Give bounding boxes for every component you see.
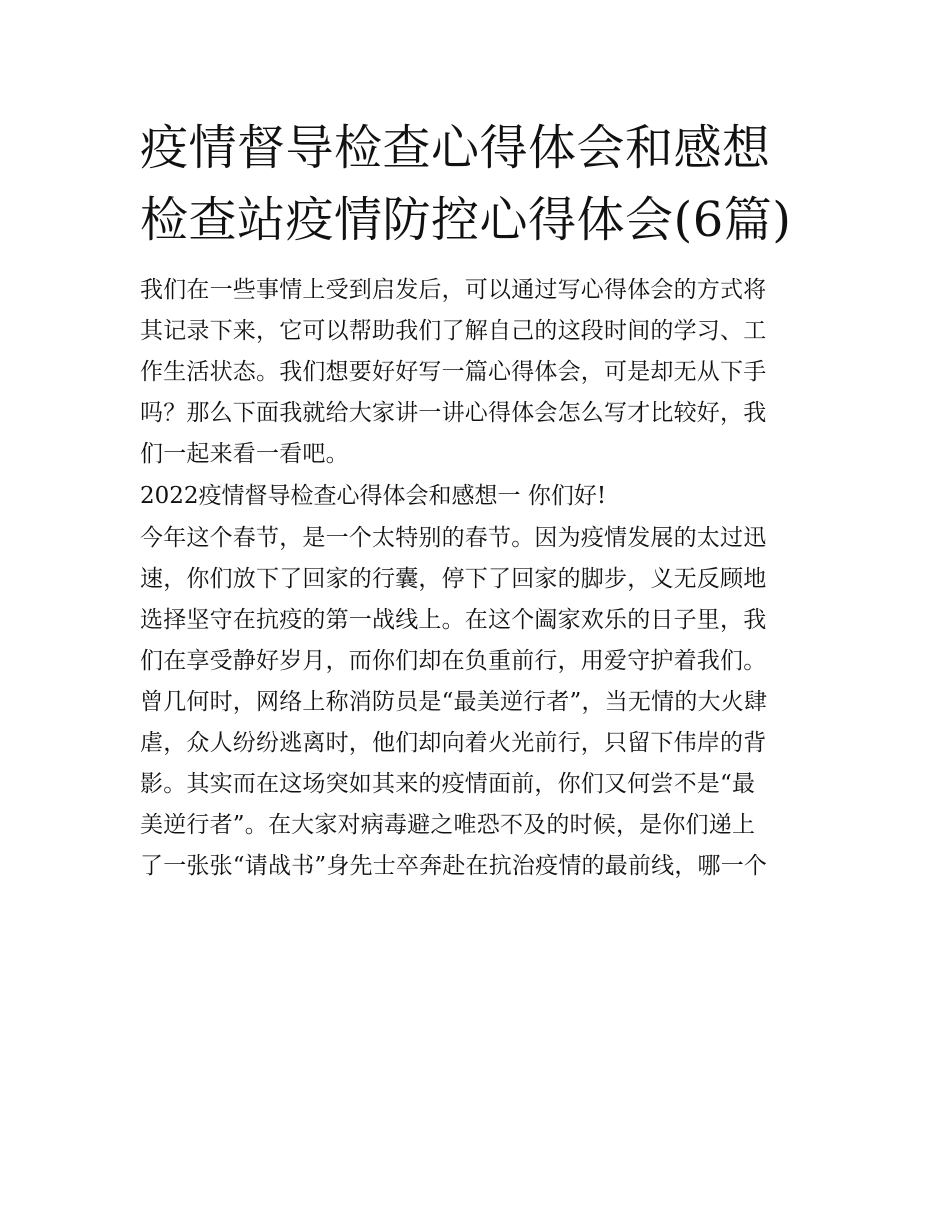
- body-line: 影。其实而在这场突如其来的疫情面前，你们又何尝不是“最: [140, 771, 756, 797]
- body-line: 美逆行者”。在大家对病毒避之唯恐不及的时候，是你们递上: [140, 812, 756, 838]
- body-line: 曾几何时，网络上称消防员是“最美逆行者”，当无情的大火肆: [140, 689, 768, 715]
- intro-line: 们一起来看一看吧。: [140, 441, 349, 467]
- body-line: 选择坚守在抗疫的第一战线上。在这个阖家欢乐的日子里，我: [140, 607, 767, 633]
- body-line: 了一张张“请战书”身先士卒奔赴在抗治疫情的最前线，哪一个: [140, 853, 768, 879]
- body-line: 速，你们放下了回家的行囊，停下了回家的脚步，义无反顾地: [140, 566, 767, 592]
- section-heading: 2022疫情督导检查心得体会和感想一 你们好!: [140, 483, 607, 509]
- body-line: 们在享受静好岁月，而你们却在负重前行，用爱守护着我们。: [140, 648, 767, 674]
- intro-line: 我们在一些事情上受到启发后，可以通过写心得体会的方式将: [140, 277, 767, 303]
- document-title: 疫情督导检查心得体会和感想检查站疫情防控心得体会(6篇): [140, 120, 792, 248]
- intro-line: 吗？那么下面我就给大家讲一讲心得体会怎么写才比较好，我: [140, 400, 767, 426]
- intro-line: 其记录下来，它可以帮助我们了解自己的这段时间的学习、工: [140, 318, 767, 344]
- body-line: 今年这个春节，是一个太特别的春节。因为疫情发展的太过迅: [140, 525, 767, 551]
- intro-paragraph: [140, 270, 812, 475]
- intro-line: 作生活状态。我们想要好好写一篇心得体会，可是却无从下手: [140, 359, 767, 385]
- document-page: [140, 112, 812, 887]
- body-line: 虐，众人纷纷逃离时，他们却向着火光前行，只留下伟岸的背: [140, 730, 767, 756]
- body-paragraph: [140, 518, 812, 887]
